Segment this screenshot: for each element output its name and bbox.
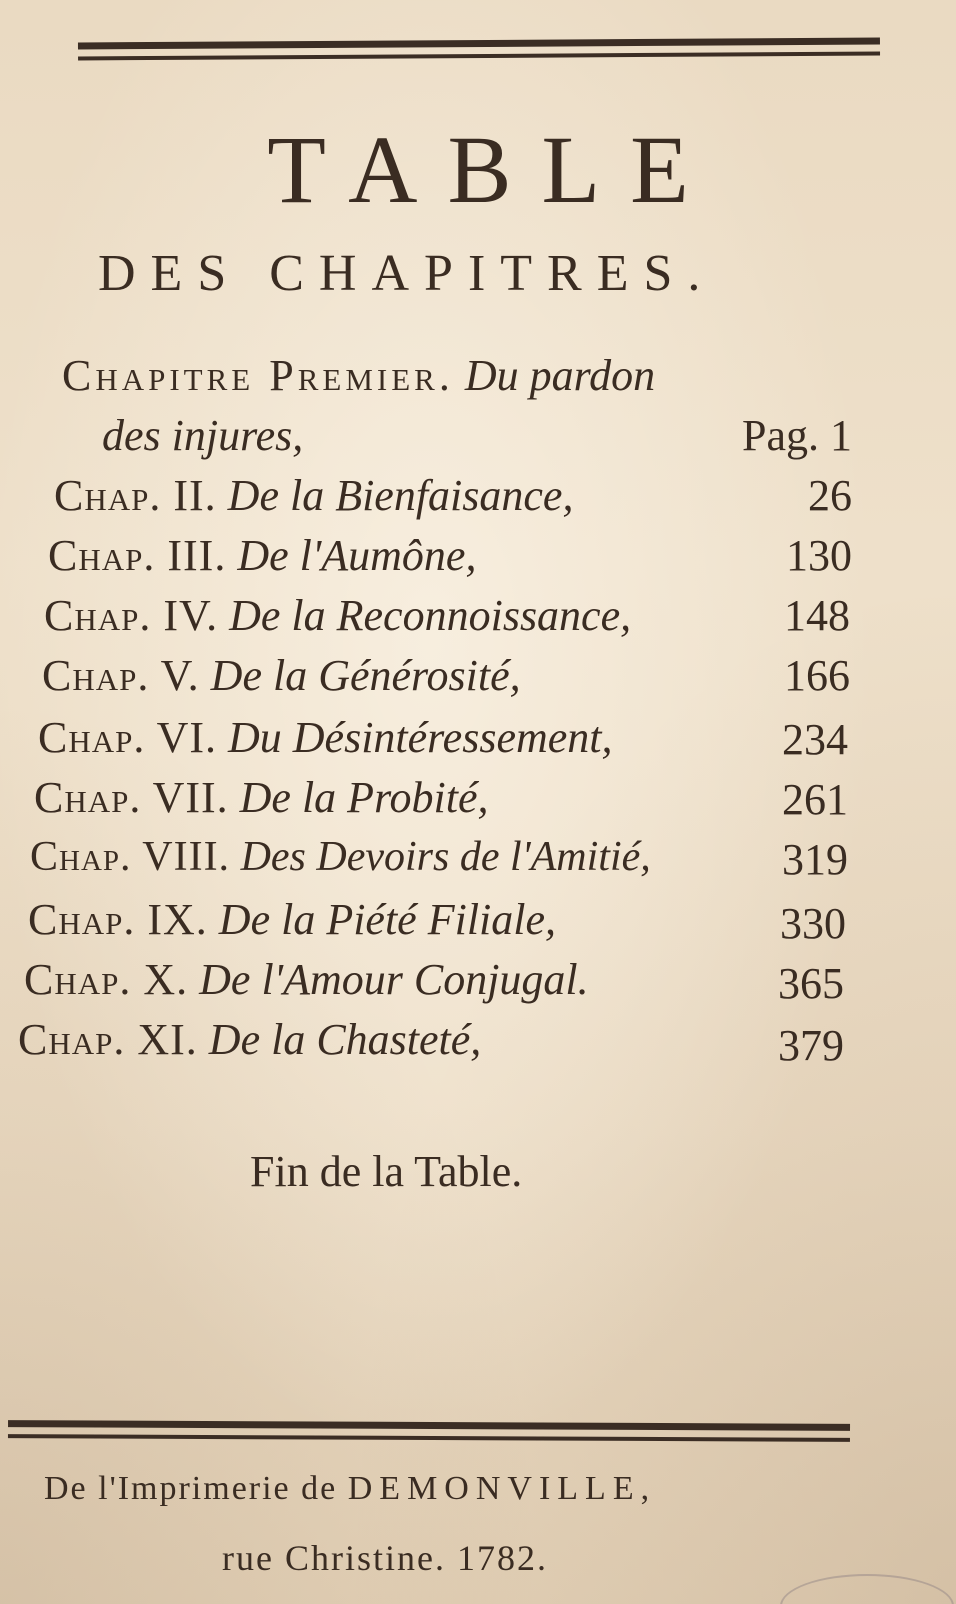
toc-entry-1-continuation xyxy=(102,411,304,460)
toc-entry-1 xyxy=(62,351,656,400)
end-of-table-note: Fin de la Table. xyxy=(250,1147,523,1196)
chapter-title-continuation: des injures, xyxy=(102,411,304,460)
chapter-number: Chap. X. xyxy=(24,955,189,1004)
chapter-number: Chapitre Premier. xyxy=(62,351,454,400)
chapter-title: De la Bienfaisance, xyxy=(227,471,574,520)
toc-entry-11 xyxy=(18,1015,482,1064)
page-number: 148 xyxy=(784,591,850,640)
toc-entry-2 xyxy=(54,471,574,520)
page-subtitle: DES CHAPITRES. xyxy=(98,245,716,302)
printer-name: DEMONVILLE, xyxy=(347,1470,657,1507)
toc-entry-6 xyxy=(38,713,613,762)
chapter-title: De l'Amour Conjugal. xyxy=(199,955,589,1004)
library-stamp-fragment xyxy=(780,1574,954,1604)
chapter-title: Du Désintéressement, xyxy=(228,713,613,762)
toc-entry-1-page xyxy=(702,411,852,460)
chapter-number: Chap. II. xyxy=(54,471,217,520)
top-double-rule xyxy=(78,38,880,61)
chapter-title: De la Piété Filiale, xyxy=(218,895,557,944)
page-number: 319 xyxy=(782,835,848,884)
imprint-prefix: De l'Imprimerie de xyxy=(44,1470,338,1507)
toc-entry-4 xyxy=(44,591,632,640)
page-number: 166 xyxy=(784,651,850,700)
imprint-line-2: rue Christine. 1782. xyxy=(222,1538,548,1578)
toc-entry-3 xyxy=(48,531,477,580)
page-number: 330 xyxy=(780,899,846,948)
page-number: 234 xyxy=(782,715,848,764)
chapter-title: Du pardon xyxy=(464,351,656,400)
page-prefix: Pag. xyxy=(742,411,819,460)
chapter-title: De la Reconnoissance, xyxy=(229,591,632,640)
page-number: 130 xyxy=(786,531,852,580)
toc-entry-10 xyxy=(24,955,589,1004)
chapter-title: Des Devoirs de l'Amitié, xyxy=(240,834,651,880)
toc-entry-5 xyxy=(42,651,521,700)
chapter-number: Chap. V. xyxy=(42,651,200,700)
chapter-number: Chap. III. xyxy=(48,531,227,580)
page-number: 379 xyxy=(778,1021,844,1070)
chapter-number: Chap. VII. xyxy=(34,773,229,822)
chapter-number: Chap. VIII. xyxy=(30,834,231,880)
page-number: 365 xyxy=(778,959,844,1008)
bottom-double-rule xyxy=(8,1420,850,1442)
page-number: 26 xyxy=(808,471,852,520)
toc-entry-7 xyxy=(34,773,489,822)
chapter-title: De la Chasteté, xyxy=(208,1015,482,1064)
chapter-title: De la Probité, xyxy=(239,773,489,822)
chapter-number: Chap. XI. xyxy=(18,1015,198,1064)
chapter-number: Chap. IV. xyxy=(44,591,219,640)
page-title: TABLE xyxy=(267,116,719,223)
page-number: 261 xyxy=(782,775,848,824)
chapter-number: Chap. VI. xyxy=(38,713,217,762)
page-number: 1 xyxy=(830,411,852,460)
chapter-number: Chap. IX. xyxy=(28,895,208,944)
imprint-line-1 xyxy=(44,1472,656,1506)
chapter-title: De l'Aumône, xyxy=(237,531,477,580)
toc-entry-8 xyxy=(30,836,651,878)
chapter-title: De la Générosité, xyxy=(210,651,521,700)
toc-entry-9 xyxy=(28,895,557,944)
